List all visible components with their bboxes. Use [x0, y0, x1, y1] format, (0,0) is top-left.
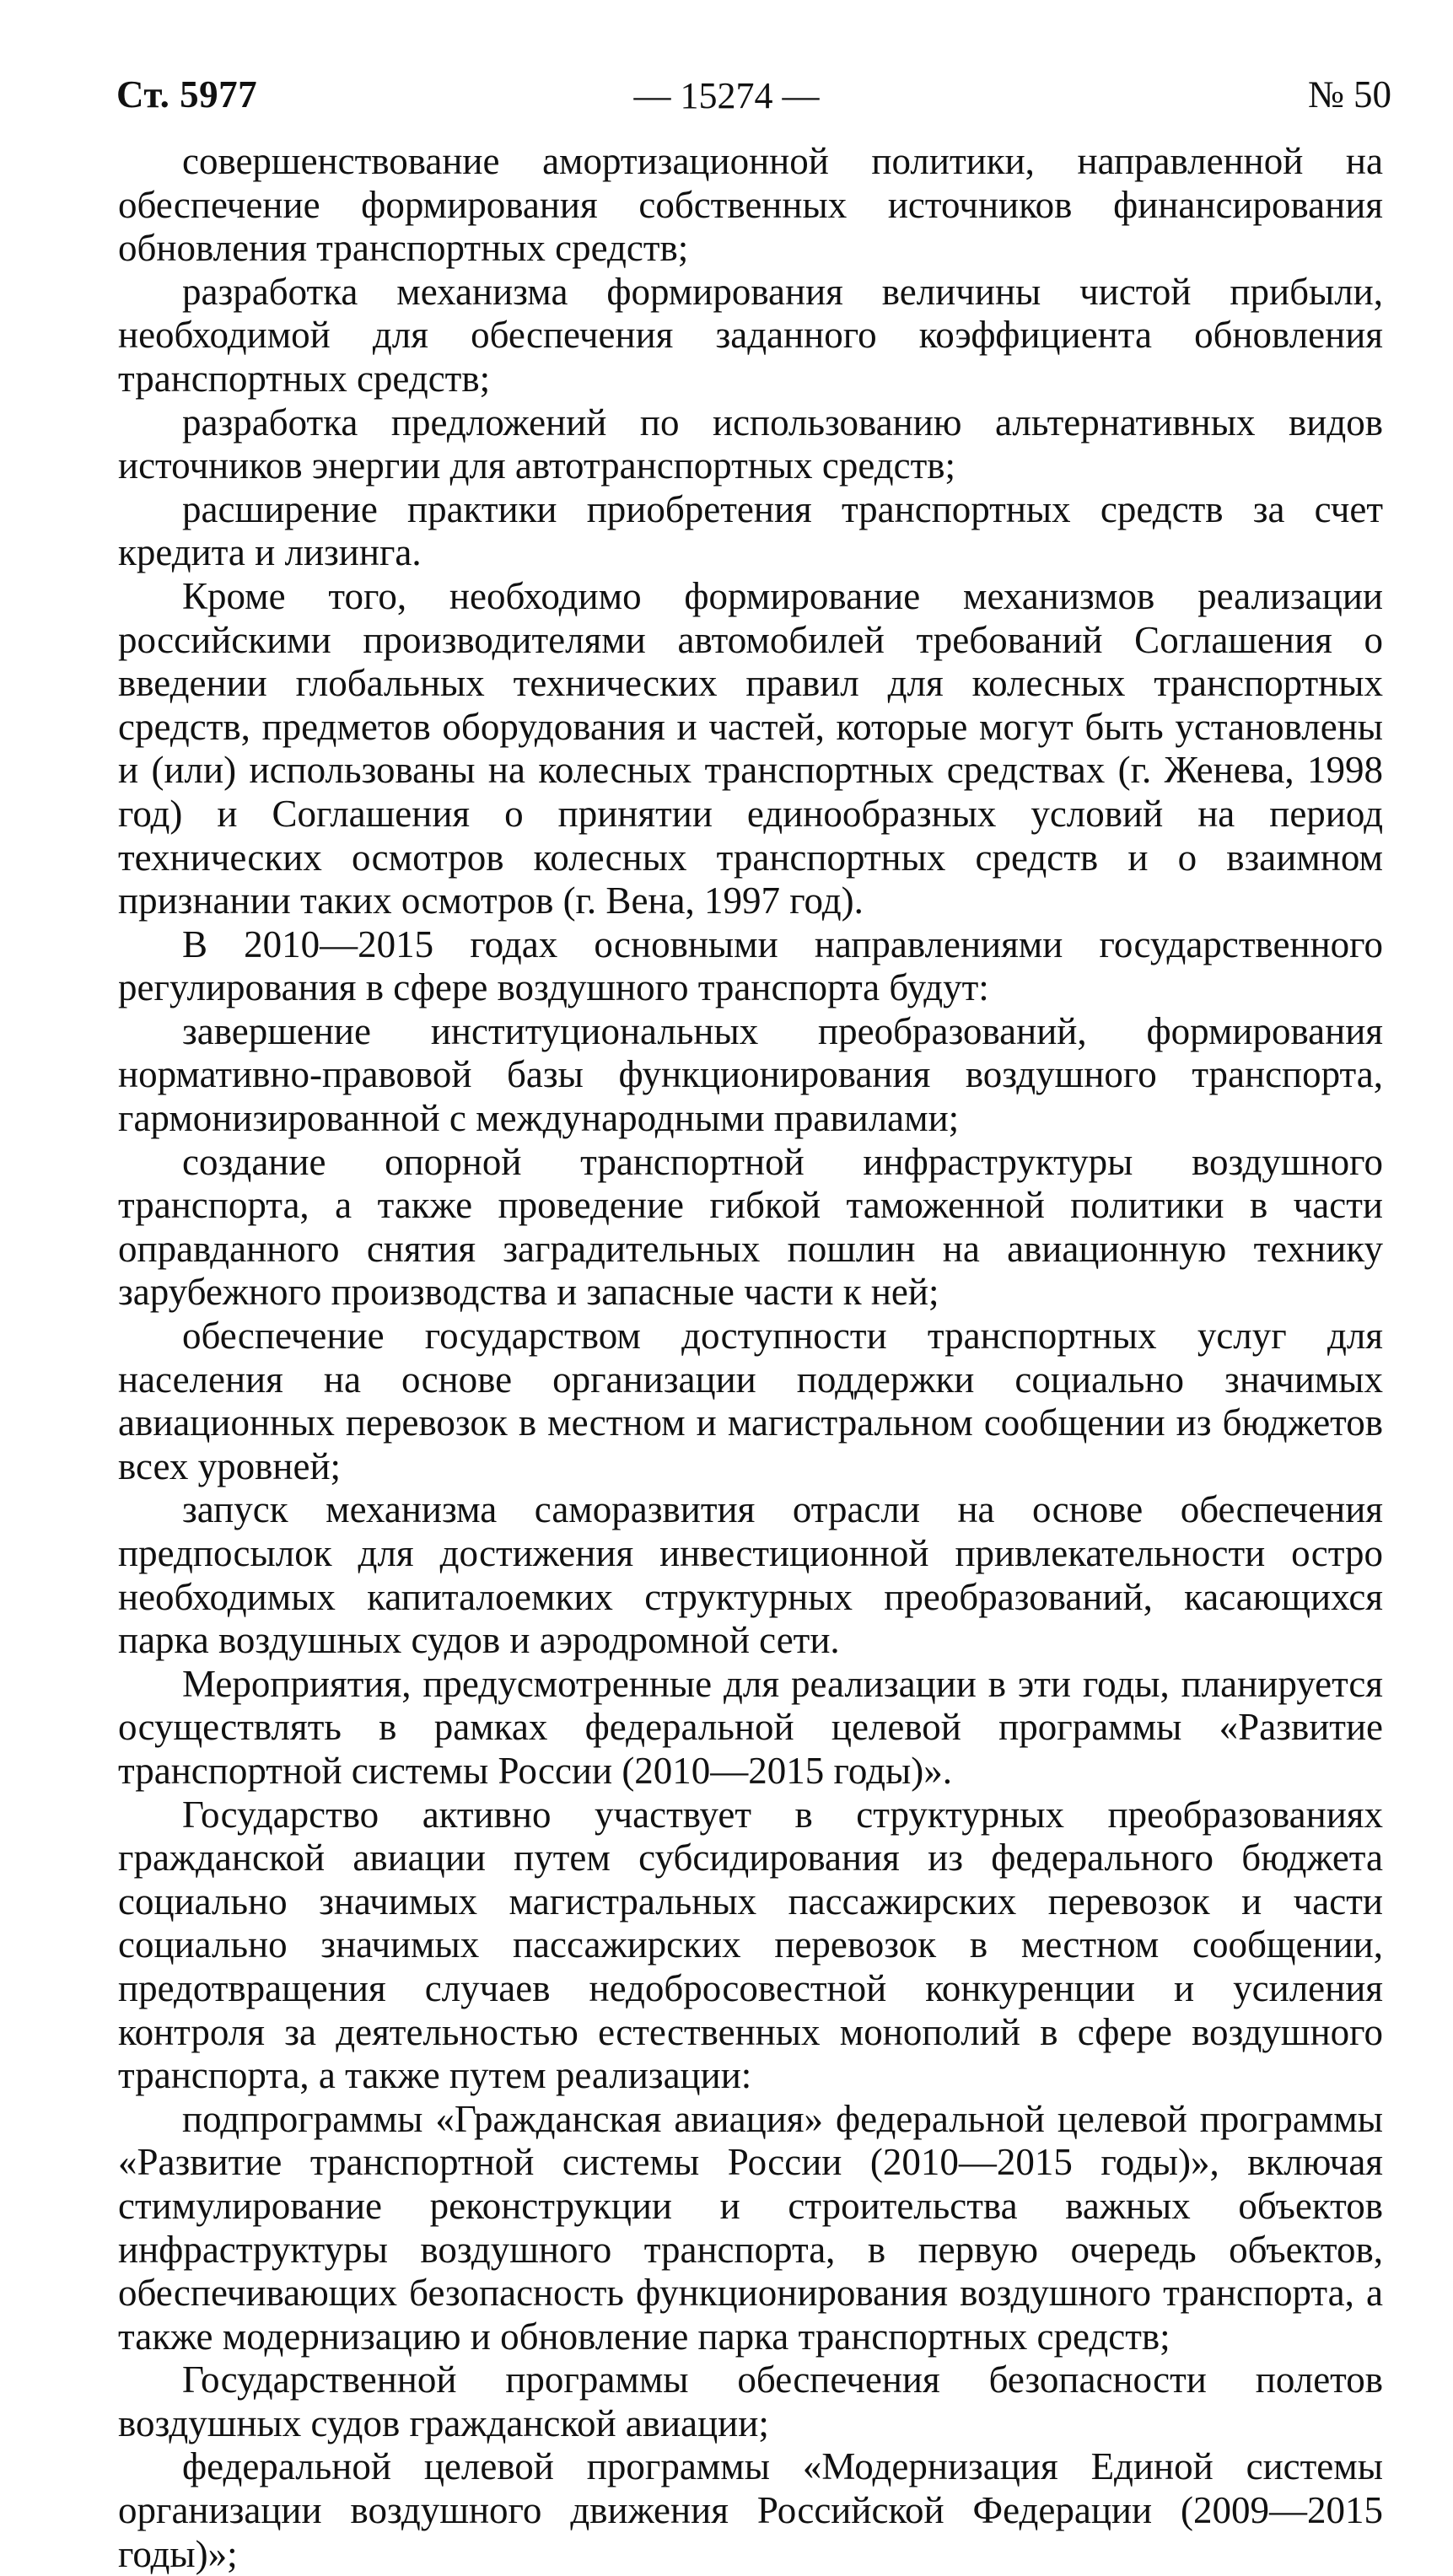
issue-number: № 50 — [1307, 73, 1391, 116]
paragraph: Кроме того, необходимо формирование механизмов реализации российскими производителями автомобилей требований Соглашения о введении глобальных технических правил для колесных транспортных средств, предметов оборудования и частей, которые могут быть установлены и (или) использованы на колесных транспортных средствах (г. Женева, 1998 год) и Соглашения о принятии единообразных условий на период технических осмотров колесных транспортных средств и о взаимном признании таких осмотров (г. Вена, 1997 год). — [118, 574, 1383, 922]
paragraph: создание опорной транспортной инфраструктуры воздушного транспорта, а также проведение гибкой таможенной политики в части оправданного снятия заградительных пошлин на авиационную технику зарубежного производства и запасные части к ней; — [118, 1140, 1383, 1314]
paragraph: разработка предложений по использованию альтернативных видов источников энергии для автотранспортных средств; — [118, 401, 1383, 487]
paragraph: обеспечение государством доступности транспортных услуг для населения на основе организации поддержки социально значимых авиационных перевозок в местном и магистральном сообщении из бюджетов всех уровней; — [118, 1315, 1383, 1487]
paragraph: федеральной целевой программы «Модернизация Единой системы организации воздушного движения Российской Федерации (2009—2015 годы)»; — [118, 2445, 1383, 2575]
page-number: — 15274 — — [633, 75, 820, 116]
paragraph: В 2010—2015 годах основными направлениями государственного регулирования в сфере воздушного транспорта будут: — [118, 922, 1383, 1009]
article-number: Ст. 5977 — [116, 73, 258, 116]
paragraph: запуск механизма саморазвития отрасли на основе обеспечения предпосылок для достижения инвестиционной привлекательности остро необходимых капиталоемких структурных преобразований, касающихся парка воздушных судов и аэродромной сети. — [118, 1488, 1383, 1662]
paragraph: завершение институциональных преобразований, формирования нормативно-правовой базы функционирования воздушного транспорта, гармонизированной с международными правилами; — [118, 1009, 1383, 1140]
paragraph: разработка механизма формирования величины чистой прибыли, необходимой для обеспечения заданного коэффициента обновления транспортных средств; — [118, 270, 1383, 400]
paragraph: расширение практики приобретения транспортных средств за счет кредита и лизинга. — [118, 487, 1383, 574]
paragraph: Государство активно участвует в структурных преобразованиях гражданской авиации путем субсидирования из федерального бюджета социально значимых магистральных пассажирских перевозок и части социально значимых пассажирских перевозок в местном сообщении, предотвращения случаев недобросовестной конкуренции и усиления контроля за деятельностью естественных монополий в сфере воздушного транспорта, а также путем реализации: — [118, 1793, 1383, 2097]
paragraph: подпрограммы «Гражданская авиация» федеральной целевой программы «Развитие транспортной системы России (2010—2015 годы)», включая стимулирование реконструкции и строительства важных объектов инфраструктуры воздушного транспорта, в первую очередь объектов, обеспечивающих безопасность функционирования воздушного транспорта, а также модернизацию и обновление парка транспортных средств; — [118, 2097, 1383, 2358]
paragraph: Мероприятия, предусмотренные для реализации в эти годы, планируется осуществлять в рамках федеральной целевой программы «Развитие транспортной системы России (2010—2015 годы)». — [118, 1662, 1383, 1792]
page-header — [0, 66, 1453, 125]
document-body — [118, 140, 1383, 2576]
paragraph: Государственной программы обеспечения безопасности полетов воздушных судов гражданской авиации; — [118, 2358, 1383, 2444]
paragraph: совершенствование амортизационной политики, направленной на обеспечение формирования собственных источников финансирования обновления транспортных средств; — [118, 140, 1383, 270]
